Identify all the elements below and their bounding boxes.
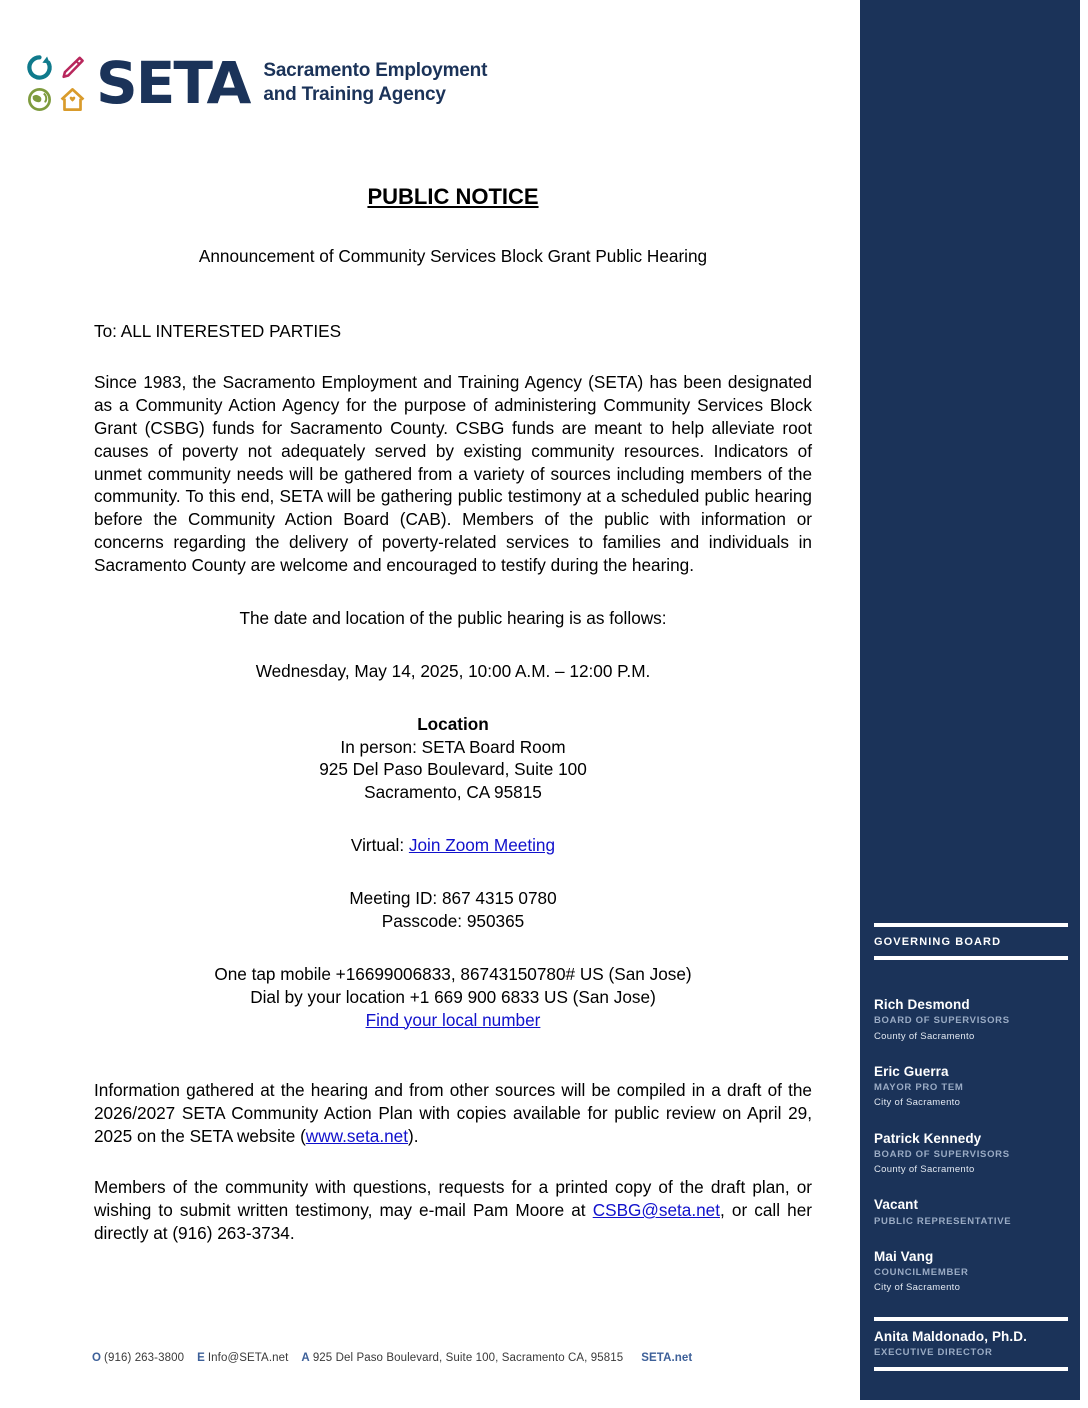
location-line-1: In person: SETA Board Room: [340, 736, 566, 757]
find-local-number-link[interactable]: Find your local number: [365, 1009, 541, 1030]
board-member-role: COUNCILMEMBER: [874, 1267, 969, 1279]
location-line-3: Sacramento, CA 95815: [364, 782, 542, 803]
footer-email: Info@SETA.net: [207, 1352, 289, 1364]
house-icon: [57, 84, 88, 114]
governing-board-header: [860, 923, 1080, 960]
board-member-org: City of Sacramento: [874, 1097, 961, 1109]
meeting-passcode: Passcode: 950365: [381, 910, 525, 931]
circle-arrow-icon: [24, 52, 55, 82]
find-local-number-line: [94, 1009, 812, 1032]
board-member-org: County of Sacramento: [874, 1164, 975, 1176]
virtual-line: [94, 834, 812, 857]
board-member-entry: [874, 1063, 1088, 1111]
board-member-role: BOARD OF SUPERVISORS: [874, 1148, 1010, 1160]
globe-icon: [24, 84, 55, 114]
one-tap-mobile: One tap mobile +16699006833, 86743150780# US (San Jose): [214, 963, 692, 984]
page-footer: [92, 1352, 692, 1364]
draft-plan-text-before: Information gathered at the hearing and from other sources will be compiled in a draft of the 2026/2027 SETA Community Action Plan with copies available for public review on April 29, 2025 on the SETA website (: [94, 1080, 812, 1147]
email-tag: E: [197, 1352, 205, 1364]
draft-plan-paragraph: [94, 1079, 812, 1148]
draft-plan-text-after: ).: [408, 1126, 419, 1147]
contact-text-after: , or call her directly at (916) 263-3734.: [94, 1199, 813, 1243]
intro-paragraph: Since 1983, the Sacramento Employment and Training Agency (SETA) has been designated as a Community Action Agency for the purpose of administering Community Services Block Grant (CSBG) funds for Sacramento County. CSBG funds are meant to help alleviate root causes of poverty not adequately served by existing community resources. Indicators of unmet community needs will be gathered from a variety of sources including members of the community. To this end, SETA will be gathering public testimony at a scheduled public hearing before the Community Action Board (CAB). Members of the public with information or concerns regarding the delivery of poverty-related services to families and individuals in Sacramento County are welcome and encouraged to testify during the hearing.: [94, 372, 812, 575]
contact-paragraph: [94, 1176, 812, 1245]
logo-icon-grid: [24, 52, 88, 114]
meeting-id: Meeting ID: 867 4315 0780: [349, 888, 557, 908]
board-member-name: Eric Guerra: [874, 1063, 949, 1079]
governing-board-title: GOVERNING BOARD: [874, 936, 1002, 948]
board-member-list: [860, 978, 1088, 1315]
date-intro-line: The date and location of the public hearing is as follows:: [239, 607, 667, 628]
divider-bottom: [874, 956, 1068, 960]
virtual-label: Virtual:: [350, 835, 409, 856]
board-member-name: Rich Desmond: [874, 997, 970, 1012]
board-member-name: Vacant: [874, 1197, 919, 1213]
location-heading: Location: [417, 713, 489, 734]
seta-tagline-line2: and Training Agency: [263, 84, 446, 105]
executive-director-entry: [860, 1321, 1080, 1367]
board-member-role: MAYOR PRO TEM: [874, 1082, 964, 1094]
board-member-entry: [874, 1196, 1088, 1229]
board-member-name: Patrick Kennedy: [874, 1130, 982, 1146]
hearing-datetime: Wednesday, May 14, 2025, 10:00 A.M. – 12:00 P.M.: [255, 660, 651, 681]
footer-address: 925 Del Paso Boulevard, Suite 100, Sacramento CA, 95815: [312, 1352, 624, 1364]
board-member-org: County of Sacramento: [874, 1030, 975, 1042]
footer-website: SETA.net: [641, 1352, 693, 1364]
board-member-entry: [874, 1248, 1088, 1296]
address-tag: A: [301, 1352, 310, 1364]
location-line-2: 925 Del Paso Boulevard, Suite 100: [319, 759, 587, 780]
page-subtitle: Announcement of Community Services Block Grant Public Hearing: [198, 246, 708, 267]
dial-by-location: Dial by your location +1 669 900 6833 US (San Jose): [250, 986, 656, 1007]
office-phone-tag: O: [92, 1352, 102, 1364]
addressee-line: To: ALL INTERESTED PARTIES: [94, 321, 342, 342]
seta-tagline-line1: Sacramento Employment: [263, 60, 488, 82]
notice-body: [94, 0, 812, 1245]
join-zoom-meeting-link[interactable]: Join Zoom Meeting: [408, 835, 556, 856]
seta-website-link[interactable]: www.seta.net: [305, 1126, 409, 1147]
governing-board-sidebar: [860, 0, 1080, 1400]
executive-director-name: Anita Maldonado, Ph.D.: [874, 1329, 1027, 1344]
executive-director-role: EXECUTIVE DIRECTOR: [874, 1347, 993, 1359]
pencil-icon: [57, 52, 88, 82]
exec-divider-bottom: [874, 1367, 1068, 1371]
board-member-entry: [874, 996, 1088, 1044]
csbg-email-link[interactable]: CSBG@seta.net: [592, 1199, 720, 1220]
executive-director-block: [860, 1317, 1080, 1371]
board-member-role: BOARD OF SUPERVISORS: [874, 1015, 1010, 1027]
page-title: PUBLIC NOTICE: [367, 184, 539, 209]
contact-text-before: Members of the community with questions, requests for a printed copy of the draft plan, or wishing to submit written testimony, may e-mail Pam Moore at: [94, 1177, 812, 1220]
board-member-entry: [874, 1130, 1088, 1178]
office-phone: (916) 263-3800: [104, 1352, 185, 1364]
board-member-org: City of Sacramento: [874, 1282, 961, 1294]
board-member-role: PUBLIC REPRESENTATIVE: [874, 1215, 1012, 1227]
seta-wordmark: SETA: [96, 48, 250, 117]
board-member-name: Mai Vang: [874, 1248, 934, 1264]
